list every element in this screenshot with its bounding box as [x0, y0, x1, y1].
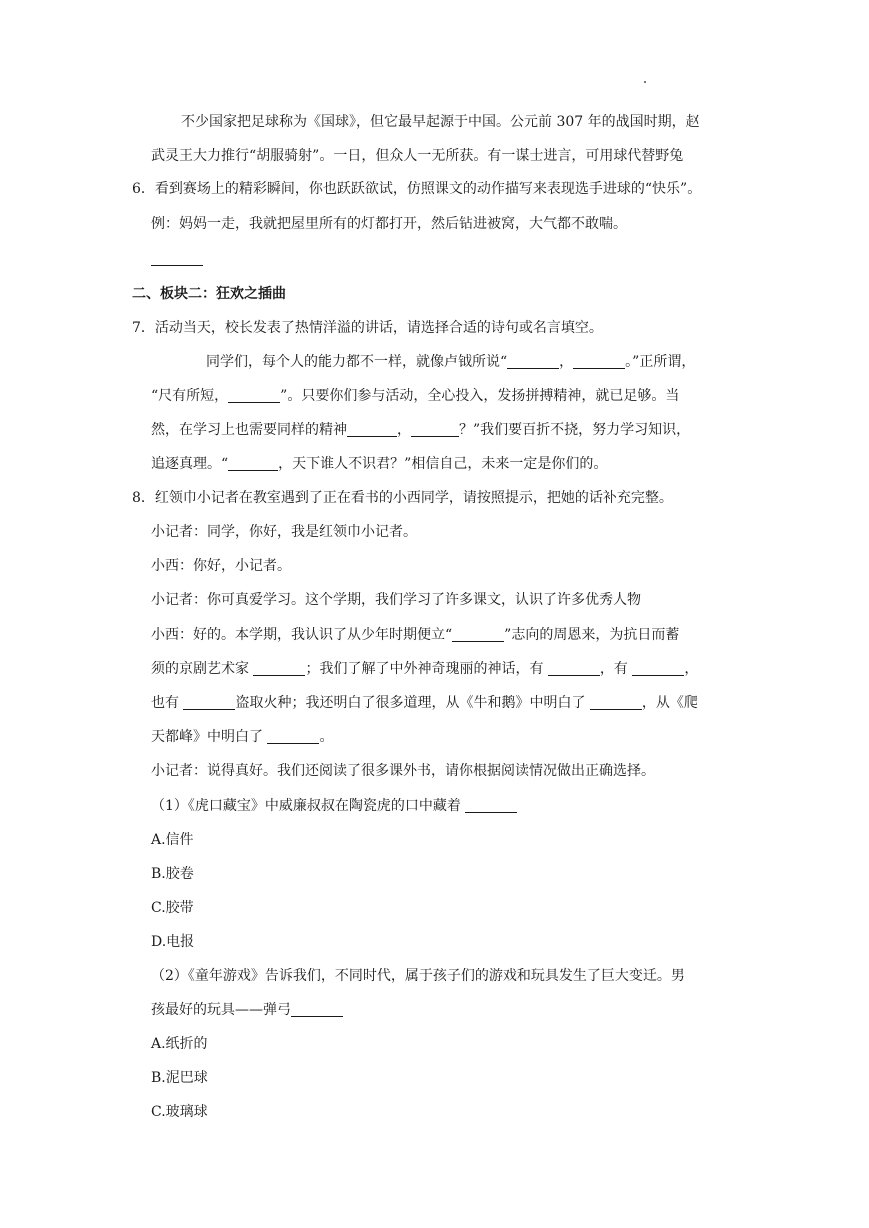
q7-blank-2[interactable] [573, 354, 625, 369]
q7-blank-5[interactable] [411, 422, 459, 437]
q8-sub-2-option-c[interactable]: C.玻璃球 [151, 1104, 208, 1120]
passage-line-2: 武灵王大力推行“胡服骑射”。一日，但众人一无所获。有一谋士进言，可用球代替野兔 [151, 148, 684, 164]
q8-dialog-6 [151, 693, 698, 713]
q8-text: （1）《虎口藏宝》中威廉叔叔在陶瓷虎的口中藏着 [151, 798, 466, 814]
q8-sub-1-stem [151, 796, 517, 816]
question-6-example: 例：妈妈一走，我就把屋里所有的灯都打开，然后钻进被窝，大气都不敢喘。 [151, 216, 627, 232]
q8-sub-2-stem-1: （2）《童年游戏》告诉我们，不同时代，属于孩子们的游戏和玩具发生了巨大变迁。男 [151, 968, 685, 984]
q8-text: ”志向的周恩来，为抗日而蓄 [504, 627, 680, 643]
q7-line-3 [151, 420, 690, 440]
q8-dialog-2: 小西：你好，小记者。 [151, 558, 291, 574]
q7-text: 同学们，每个人的能力都不一样，就像卢钺所说“ [206, 354, 508, 370]
q8-sub-2-stem-2 [151, 1000, 343, 1020]
question-6: 6．看到赛场上的精彩瞬间，你也跃跃欲试，仿照课文的动作描写来表现选手进球的“快乐”。 [132, 181, 702, 197]
q8-blank-6[interactable] [590, 695, 642, 710]
q8-blank-2[interactable] [253, 661, 305, 676]
q7-blank-4[interactable] [347, 422, 397, 437]
q8-text: 也有 [151, 695, 184, 711]
q8-text: ，从《爬 [641, 695, 698, 711]
q8-dialog-8: 小记者：说得真好。我们还阅读了很多课外书，请你根据阅读情况做出正确选择。 [151, 763, 655, 779]
q8-sub-1-option-b[interactable]: B.胶卷 [151, 866, 194, 882]
q7-line-1 [206, 352, 695, 372]
q8-sub-2-blank[interactable] [291, 1002, 343, 1017]
q7-text: ”。只要你们参与活动，全心投入，发扬拼搏精神，就已足够。当 [280, 388, 680, 404]
q8-blank-5[interactable] [183, 695, 235, 710]
section-2-heading: 二、板块二：狂欢之插曲 [132, 286, 286, 302]
q7-text: ，天下谁人不识君？”相信自己，未来一定是你们的。 [278, 456, 608, 472]
page-dot [644, 81, 646, 83]
q7-text: 然，在学习上也需要同样的精神 [151, 422, 347, 438]
q8-text: 天都峰》中明白了 [151, 729, 268, 745]
q8-blank-7[interactable] [267, 729, 319, 744]
q7-text: 追逐真理。“ [151, 456, 229, 472]
q7-text: ， [397, 422, 411, 438]
passage-line-1: 不少国家把足球称为《国球》，但它最早起源于中国。公元前 307 年的战国时期，赵 [181, 114, 700, 130]
q8-blank-1[interactable] [452, 627, 504, 642]
q8-dialog-5 [151, 659, 698, 679]
q7-text: “尺有所短， [151, 388, 229, 404]
q8-blank-3[interactable] [548, 661, 600, 676]
q8-text: ，有 [599, 661, 633, 677]
q8-text: 须的京剧艺术家 [151, 661, 254, 677]
q7-line-4 [151, 454, 607, 474]
q8-sub-2-option-b[interactable]: B.泥巴球 [151, 1070, 208, 1086]
question-7: 7．活动当天，校长发表了热情洋溢的讲话，请选择合适的诗句或名言填空。 [132, 320, 603, 336]
q8-text: 孩最好的玩具——弹弓 [151, 1002, 291, 1018]
q7-blank-1[interactable] [507, 354, 559, 369]
q8-text: ；我们了解了中外神奇瑰丽的神话，有 [305, 661, 548, 677]
q8-dialog-3: 小记者：你可真爱学习。这个学期，我们学习了许多课文，认识了许多优秀人物 [151, 592, 641, 608]
q8-sub-1-option-a[interactable]: A.信件 [151, 832, 194, 848]
q8-text: 。 [319, 729, 334, 745]
q8-sub-2-option-a[interactable]: A.纸折的 [151, 1036, 208, 1052]
q8-text: ， [684, 661, 699, 677]
q8-dialog-7 [151, 727, 333, 747]
q7-text: ？”我们要百折不挠，努力学习知识， [459, 422, 691, 438]
question-8: 8．红领巾小记者在教室遇到了正在看书的小西同学，请按照提示，把她的话补充完整。 [132, 490, 673, 506]
q8-text: 小西：好的。本学期，我认识了从少年时期便立“ [151, 627, 453, 643]
q8-dialog-4 [151, 625, 679, 645]
q8-sub-1-option-c[interactable]: C.胶带 [151, 900, 194, 916]
q7-blank-3[interactable] [228, 388, 280, 403]
q7-line-2 [151, 386, 679, 406]
question-6-answer-blank[interactable] [151, 249, 203, 269]
q8-dialog-1: 小记者：同学，你好，我是红领巾小记者。 [151, 524, 417, 540]
q7-text: ， [559, 354, 574, 370]
q7-text: 。”正所谓， [625, 354, 696, 370]
q8-sub-1-option-d[interactable]: D.电报 [151, 934, 195, 950]
q8-text: 盗取火种；我还明白了很多道理，从《牛和鹅》中明白了 [235, 695, 590, 711]
q7-blank-6[interactable] [228, 456, 278, 471]
q8-blank-4[interactable] [632, 661, 684, 676]
q8-sub-1-blank[interactable] [465, 798, 517, 813]
